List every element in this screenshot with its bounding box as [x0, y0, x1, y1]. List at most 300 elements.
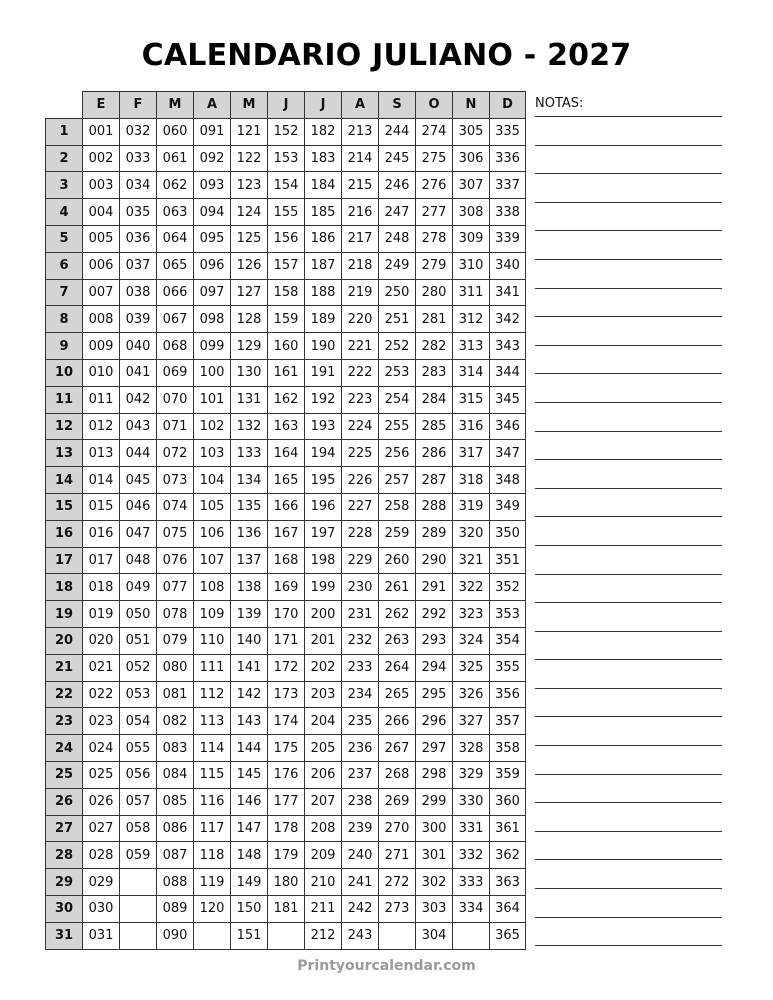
julian-day-cell: 275: [416, 145, 453, 172]
julian-day-cell: 349: [490, 493, 526, 520]
julian-day-cell: 010: [83, 359, 120, 386]
month-header: N: [453, 92, 490, 119]
julian-day-cell: 202: [305, 654, 342, 681]
julian-day-cell: 008: [83, 306, 120, 333]
notes-line: [535, 746, 722, 775]
julian-day-cell: 236: [342, 735, 379, 762]
julian-day-cell: 252: [379, 333, 416, 360]
julian-day-cell: 074: [157, 493, 194, 520]
julian-day-cell: 133: [231, 440, 268, 467]
julian-day-cell: 278: [416, 225, 453, 252]
table-row: [46, 145, 526, 172]
julian-day-cell: 270: [379, 815, 416, 842]
julian-day-cell: 033: [120, 145, 157, 172]
julian-day-cell: 151: [231, 922, 268, 949]
julian-day-cell: 248: [379, 225, 416, 252]
julian-day-cell: 050: [120, 601, 157, 628]
julian-day-cell: 311: [453, 279, 490, 306]
julian-day-cell: 046: [120, 493, 157, 520]
julian-day-cell: 357: [490, 708, 526, 735]
julian-day-cell: 198: [305, 547, 342, 574]
julian-day-cell: 007: [83, 279, 120, 306]
day-number-cell: 15: [46, 493, 83, 520]
julian-day-cell: 084: [157, 761, 194, 788]
julian-day-cell: 043: [120, 413, 157, 440]
julian-day-cell: 323: [453, 601, 490, 628]
julian-day-cell: 192: [305, 386, 342, 413]
julian-day-cell: 045: [120, 467, 157, 494]
julian-day-cell: 170: [268, 601, 305, 628]
julian-day-cell: 199: [305, 574, 342, 601]
julian-day-cell: 061: [157, 145, 194, 172]
julian-day-cell: 289: [416, 520, 453, 547]
julian-day-cell: 184: [305, 172, 342, 199]
notes-line: [535, 289, 722, 318]
julian-day-cell: 119: [194, 869, 231, 896]
julian-day-cell: 154: [268, 172, 305, 199]
notes-line: [535, 860, 722, 889]
julian-day-cell: 032: [120, 118, 157, 145]
julian-day-cell: 285: [416, 413, 453, 440]
julian-day-cell: 025: [83, 761, 120, 788]
table-row: [46, 761, 526, 788]
julian-day-cell: 062: [157, 172, 194, 199]
julian-day-cell: 049: [120, 574, 157, 601]
julian-day-cell: 186: [305, 225, 342, 252]
julian-day-cell: 023: [83, 708, 120, 735]
julian-day-cell: 301: [416, 842, 453, 869]
julian-day-cell: 166: [268, 493, 305, 520]
julian-day-cell: 005: [83, 225, 120, 252]
julian-day-cell: 337: [490, 172, 526, 199]
julian-day-cell: 121: [231, 118, 268, 145]
julian-day-cell: 114: [194, 735, 231, 762]
julian-day-cell: 222: [342, 359, 379, 386]
julian-day-cell: 137: [231, 547, 268, 574]
julian-day-cell: 146: [231, 788, 268, 815]
empty-cell: [120, 922, 157, 949]
julian-day-cell: 232: [342, 627, 379, 654]
julian-day-cell: 021: [83, 654, 120, 681]
julian-day-cell: 355: [490, 654, 526, 681]
table-row: [46, 895, 526, 922]
julian-day-cell: 076: [157, 547, 194, 574]
julian-day-cell: 180: [268, 869, 305, 896]
julian-day-cell: 083: [157, 735, 194, 762]
julian-day-cell: 054: [120, 708, 157, 735]
julian-day-cell: 159: [268, 306, 305, 333]
julian-day-cell: 042: [120, 386, 157, 413]
corner-cell: [46, 92, 83, 119]
julian-day-cell: 260: [379, 547, 416, 574]
table-row: [46, 467, 526, 494]
julian-day-cell: 215: [342, 172, 379, 199]
julian-day-cell: 283: [416, 359, 453, 386]
julian-day-cell: 216: [342, 199, 379, 226]
month-header: S: [379, 92, 416, 119]
julian-day-cell: 131: [231, 386, 268, 413]
julian-day-cell: 253: [379, 359, 416, 386]
julian-day-cell: 326: [453, 681, 490, 708]
julian-day-cell: 127: [231, 279, 268, 306]
julian-day-cell: 148: [231, 842, 268, 869]
julian-day-cell: 164: [268, 440, 305, 467]
julian-day-cell: 145: [231, 761, 268, 788]
table-row: [46, 574, 526, 601]
table-row: [46, 252, 526, 279]
julian-day-cell: 136: [231, 520, 268, 547]
julian-day-cell: 063: [157, 199, 194, 226]
julian-day-cell: 235: [342, 708, 379, 735]
julian-day-cell: 205: [305, 735, 342, 762]
julian-day-cell: 107: [194, 547, 231, 574]
table-row: [46, 681, 526, 708]
julian-day-cell: 069: [157, 359, 194, 386]
julian-day-cell: 334: [453, 895, 490, 922]
notes-label: NOTAS:: [535, 91, 722, 117]
julian-day-cell: 149: [231, 869, 268, 896]
julian-day-cell: 087: [157, 842, 194, 869]
julian-day-cell: 110: [194, 627, 231, 654]
notes-line: [535, 717, 722, 746]
julian-day-cell: 319: [453, 493, 490, 520]
julian-day-cell: 258: [379, 493, 416, 520]
julian-day-cell: 093: [194, 172, 231, 199]
table-row: [46, 627, 526, 654]
julian-day-cell: 027: [83, 815, 120, 842]
julian-day-cell: 173: [268, 681, 305, 708]
julian-day-cell: 328: [453, 735, 490, 762]
julian-day-cell: 178: [268, 815, 305, 842]
julian-day-cell: 009: [83, 333, 120, 360]
month-header: F: [120, 92, 157, 119]
julian-day-cell: 073: [157, 467, 194, 494]
day-number-cell: 12: [46, 413, 83, 440]
julian-day-cell: 160: [268, 333, 305, 360]
julian-day-cell: 350: [490, 520, 526, 547]
table-row: [46, 708, 526, 735]
julian-day-cell: 317: [453, 440, 490, 467]
julian-day-cell: 227: [342, 493, 379, 520]
julian-day-cell: 066: [157, 279, 194, 306]
julian-day-cell: 330: [453, 788, 490, 815]
table-row: [46, 386, 526, 413]
julian-day-cell: 280: [416, 279, 453, 306]
julian-day-cell: 055: [120, 735, 157, 762]
julian-day-cell: 183: [305, 145, 342, 172]
julian-day-cell: 189: [305, 306, 342, 333]
notes-line: [535, 546, 722, 575]
julian-day-cell: 124: [231, 199, 268, 226]
julian-day-cell: 105: [194, 493, 231, 520]
julian-day-cell: 113: [194, 708, 231, 735]
julian-day-cell: 354: [490, 627, 526, 654]
julian-day-cell: 223: [342, 386, 379, 413]
julian-day-cell: 056: [120, 761, 157, 788]
day-number-cell: 8: [46, 306, 83, 333]
julian-day-cell: 071: [157, 413, 194, 440]
julian-day-cell: 144: [231, 735, 268, 762]
julian-day-cell: 335: [490, 118, 526, 145]
julian-day-cell: 052: [120, 654, 157, 681]
julian-day-cell: 161: [268, 359, 305, 386]
julian-day-cell: 143: [231, 708, 268, 735]
notes-line: [535, 260, 722, 289]
julian-day-cell: 362: [490, 842, 526, 869]
julian-day-cell: 077: [157, 574, 194, 601]
julian-day-cell: 306: [453, 145, 490, 172]
julian-day-cell: 167: [268, 520, 305, 547]
julian-day-cell: 230: [342, 574, 379, 601]
julian-day-cell: 060: [157, 118, 194, 145]
julian-day-cell: 246: [379, 172, 416, 199]
julian-day-cell: 095: [194, 225, 231, 252]
julian-day-cell: 284: [416, 386, 453, 413]
empty-cell: [120, 869, 157, 896]
julian-day-cell: 360: [490, 788, 526, 815]
julian-day-cell: 165: [268, 467, 305, 494]
julian-day-cell: 019: [83, 601, 120, 628]
month-header: A: [194, 92, 231, 119]
julian-day-cell: 191: [305, 359, 342, 386]
julian-day-cell: 313: [453, 333, 490, 360]
julian-day-cell: 353: [490, 601, 526, 628]
julian-day-cell: 315: [453, 386, 490, 413]
julian-day-cell: 210: [305, 869, 342, 896]
julian-day-cell: 097: [194, 279, 231, 306]
julian-day-cell: 068: [157, 333, 194, 360]
julian-day-cell: 239: [342, 815, 379, 842]
julian-day-cell: 035: [120, 199, 157, 226]
julian-day-cell: 175: [268, 735, 305, 762]
julian-day-cell: 287: [416, 467, 453, 494]
notes-line: [535, 689, 722, 718]
table-row: [46, 869, 526, 896]
notes-line: [535, 374, 722, 403]
julian-day-cell: 134: [231, 467, 268, 494]
day-number-cell: 19: [46, 601, 83, 628]
julian-day-cell: 022: [83, 681, 120, 708]
day-number-cell: 6: [46, 252, 83, 279]
julian-day-cell: 094: [194, 199, 231, 226]
julian-day-cell: 172: [268, 654, 305, 681]
day-number-cell: 7: [46, 279, 83, 306]
julian-day-cell: 147: [231, 815, 268, 842]
julian-day-cell: 259: [379, 520, 416, 547]
julian-day-cell: 039: [120, 306, 157, 333]
month-header: J: [268, 92, 305, 119]
julian-day-cell: 109: [194, 601, 231, 628]
julian-day-cell: 015: [83, 493, 120, 520]
julian-day-cell: 214: [342, 145, 379, 172]
day-number-cell: 20: [46, 627, 83, 654]
julian-day-cell: 088: [157, 869, 194, 896]
julian-day-cell: 201: [305, 627, 342, 654]
julian-day-cell: 320: [453, 520, 490, 547]
julian-day-cell: 195: [305, 467, 342, 494]
table-row: [46, 306, 526, 333]
table-row: [46, 654, 526, 681]
julian-day-cell: 308: [453, 199, 490, 226]
julian-day-cell: 070: [157, 386, 194, 413]
julian-day-cell: 302: [416, 869, 453, 896]
table-row: [46, 172, 526, 199]
julian-day-cell: 090: [157, 922, 194, 949]
notes-line: [535, 346, 722, 375]
table-row: [46, 788, 526, 815]
julian-day-cell: 312: [453, 306, 490, 333]
notes-line: [535, 460, 722, 489]
notes-section: [535, 91, 722, 946]
julian-day-cell: 125: [231, 225, 268, 252]
day-number-cell: 28: [46, 842, 83, 869]
julian-day-cell: 331: [453, 815, 490, 842]
notes-line: [535, 231, 722, 260]
empty-cell: [268, 922, 305, 949]
julian-day-cell: 229: [342, 547, 379, 574]
julian-day-cell: 218: [342, 252, 379, 279]
julian-day-cell: 296: [416, 708, 453, 735]
julian-day-cell: 185: [305, 199, 342, 226]
julian-day-cell: 031: [83, 922, 120, 949]
notes-line: [535, 660, 722, 689]
julian-day-cell: 298: [416, 761, 453, 788]
julian-day-cell: 012: [83, 413, 120, 440]
julian-day-cell: 132: [231, 413, 268, 440]
julian-day-cell: 336: [490, 145, 526, 172]
julian-day-cell: 036: [120, 225, 157, 252]
day-number-cell: 17: [46, 547, 83, 574]
julian-day-cell: 092: [194, 145, 231, 172]
julian-day-cell: 153: [268, 145, 305, 172]
table-row: [46, 199, 526, 226]
julian-day-cell: 085: [157, 788, 194, 815]
julian-day-cell: 233: [342, 654, 379, 681]
day-number-cell: 11: [46, 386, 83, 413]
julian-day-cell: 293: [416, 627, 453, 654]
julian-day-cell: 034: [120, 172, 157, 199]
julian-day-cell: 297: [416, 735, 453, 762]
julian-day-cell: 338: [490, 199, 526, 226]
month-header-row: [46, 92, 526, 119]
table-row: [46, 118, 526, 145]
day-number-cell: 26: [46, 788, 83, 815]
month-header: J: [305, 92, 342, 119]
julian-day-cell: 155: [268, 199, 305, 226]
table-row: [46, 922, 526, 949]
julian-day-cell: 123: [231, 172, 268, 199]
julian-day-cell: 264: [379, 654, 416, 681]
julian-day-cell: 059: [120, 842, 157, 869]
julian-day-cell: 162: [268, 386, 305, 413]
julian-day-cell: 051: [120, 627, 157, 654]
julian-day-cell: 044: [120, 440, 157, 467]
julian-day-cell: 157: [268, 252, 305, 279]
julian-day-cell: 231: [342, 601, 379, 628]
notes-line: [535, 317, 722, 346]
julian-day-cell: 065: [157, 252, 194, 279]
table-row: [46, 359, 526, 386]
table-row: [46, 413, 526, 440]
julian-day-cell: 241: [342, 869, 379, 896]
julian-day-cell: 152: [268, 118, 305, 145]
julian-day-cell: 282: [416, 333, 453, 360]
julian-day-cell: 174: [268, 708, 305, 735]
table-row: [46, 333, 526, 360]
julian-day-cell: 225: [342, 440, 379, 467]
julian-day-cell: 207: [305, 788, 342, 815]
notes-line: [535, 889, 722, 918]
julian-day-cell: 307: [453, 172, 490, 199]
julian-day-cell: 261: [379, 574, 416, 601]
day-number-cell: 16: [46, 520, 83, 547]
julian-day-cell: 340: [490, 252, 526, 279]
julian-day-cell: 341: [490, 279, 526, 306]
day-number-cell: 13: [46, 440, 83, 467]
empty-cell: [120, 895, 157, 922]
julian-day-cell: 171: [268, 627, 305, 654]
julian-day-cell: 197: [305, 520, 342, 547]
notes-line: [535, 403, 722, 432]
julian-day-cell: 075: [157, 520, 194, 547]
julian-day-cell: 245: [379, 145, 416, 172]
day-number-cell: 5: [46, 225, 83, 252]
julian-day-cell: 304: [416, 922, 453, 949]
julian-day-cell: 254: [379, 386, 416, 413]
day-number-cell: 23: [46, 708, 83, 735]
empty-cell: [379, 922, 416, 949]
julian-day-cell: 344: [490, 359, 526, 386]
julian-day-cell: 016: [83, 520, 120, 547]
day-number-cell: 18: [46, 574, 83, 601]
julian-day-cell: 028: [83, 842, 120, 869]
notes-line: [535, 489, 722, 518]
day-number-cell: 4: [46, 199, 83, 226]
notes-line: [535, 517, 722, 546]
julian-day-cell: 163: [268, 413, 305, 440]
julian-day-cell: 057: [120, 788, 157, 815]
month-header: D: [490, 92, 526, 119]
julian-day-cell: 139: [231, 601, 268, 628]
day-number-cell: 10: [46, 359, 83, 386]
julian-day-cell: 294: [416, 654, 453, 681]
table-row: [46, 815, 526, 842]
notes-line: [535, 832, 722, 861]
julian-day-cell: 272: [379, 869, 416, 896]
julian-day-cell: 130: [231, 359, 268, 386]
julian-day-cell: 102: [194, 413, 231, 440]
julian-day-cell: 026: [83, 788, 120, 815]
julian-day-cell: 299: [416, 788, 453, 815]
table-row: [46, 547, 526, 574]
julian-day-cell: 106: [194, 520, 231, 547]
julian-day-cell: 024: [83, 735, 120, 762]
julian-day-cell: 064: [157, 225, 194, 252]
julian-day-cell: 325: [453, 654, 490, 681]
julian-day-cell: 267: [379, 735, 416, 762]
julian-day-cell: 072: [157, 440, 194, 467]
julian-day-cell: 343: [490, 333, 526, 360]
julian-day-cell: 324: [453, 627, 490, 654]
julian-day-cell: 067: [157, 306, 194, 333]
julian-day-cell: 309: [453, 225, 490, 252]
julian-day-cell: 181: [268, 895, 305, 922]
julian-day-cell: 120: [194, 895, 231, 922]
footer-brand: Printyourcalendar.com: [297, 958, 476, 974]
julian-day-cell: 279: [416, 252, 453, 279]
julian-day-cell: 274: [416, 118, 453, 145]
notes-line: [535, 117, 722, 146]
